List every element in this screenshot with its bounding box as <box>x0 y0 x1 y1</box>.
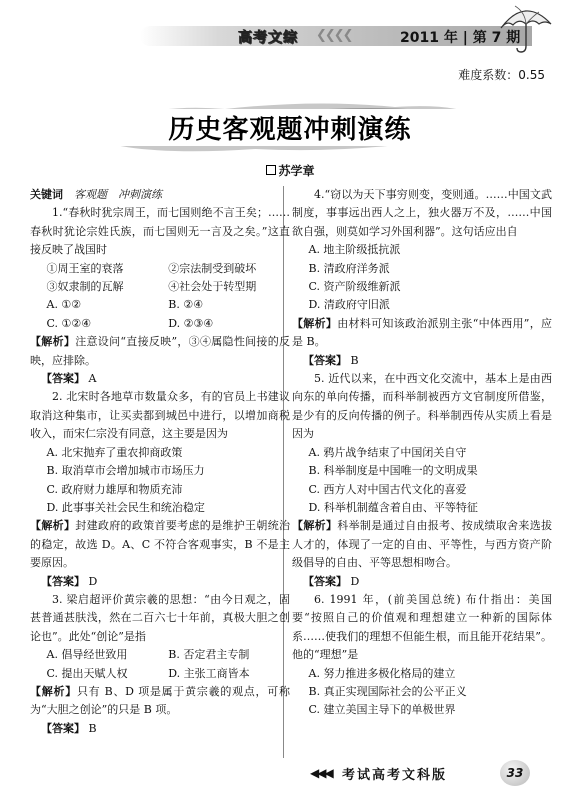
issue-number: 2011 年 | 第 7 期 <box>400 30 521 46</box>
article-title: 历史客观题冲刺演练 <box>95 109 485 146</box>
q5-option-c: C. 西方人对中国古代文化的喜爱 <box>308 482 467 496</box>
footer-magazine: 考试高考文科版 <box>342 768 448 783</box>
keywords: 关键词 客观题 冲刺演练 <box>30 188 162 201</box>
q6-option-b: B. 真正实现国际社会的公平正义 <box>308 684 467 698</box>
answer-2: 【答案】 D <box>41 574 98 588</box>
q1-choices-b: C. ①②④ D. ②③④ <box>46 316 214 330</box>
q1-sub-options-a: ①周王室的衰落 ②宗法制受到破坏 <box>46 261 257 275</box>
q4-option-d: D. 清政府守旧派 <box>308 298 390 312</box>
q4-option-a: A. 地主阶级抵抗派 <box>308 243 401 257</box>
page-number: 33 <box>500 760 530 786</box>
magazine-title: 高考文综 <box>238 30 298 46</box>
q2-option-a: A. 北宋抛弃了重农抑商政策 <box>46 445 183 459</box>
chevron-decor-icon: ❮❮❮❮ <box>316 28 352 43</box>
title-banner <box>95 95 485 160</box>
answer-1: 【答案】 A <box>41 372 97 386</box>
question-6: 6. 1991 年，(前美国总统) 布什指出：美国要“按照自己的价值观和理想建立一种新的国际体系……使我们的理想不但能生根，而且能开花结果”。他的“理想”是 <box>292 592 552 662</box>
analysis-5: 【解析】科举制是通过自由报考、按成绩取舍来选拔人才的，体现了一定的自由、平等性，与西方资产阶级倡导的自由、平等思想相吻合。 <box>292 519 553 570</box>
q5-option-b: B. 科举制度是中国唯一的文明成果 <box>308 464 478 478</box>
answer-5: 【答案】 D <box>303 574 360 588</box>
umbrella-icon <box>495 2 555 58</box>
question-4: 4.“窃以为天下事穷则变，变则通。……中国文武制度，事事远出西人之上，独火器万不及，……中国欲自强，则莫如学习外国利器”。这句话应出自 <box>292 188 552 238</box>
question-3: 3. 梁启超评价黄宗羲的思想：“由今日观之，固甚普通甚肤浅，然在二百六七十年前，真极大胆之创论也”。此处“创论”是指 <box>30 592 290 643</box>
left-column <box>30 186 290 738</box>
q5-option-a: A. 鸦片战争结束了中国闭关自守 <box>308 445 467 459</box>
arrow-left-icon: ◀◀◀ <box>310 766 332 780</box>
author-line <box>0 162 581 179</box>
q3-choices-b: C. 提出天赋人权 D. 主张工商皆本 <box>46 666 250 680</box>
analysis-2: 【解析】封建政府的政策首要考虑的是维护王朝统治的稳定，故选 D。A、C 不符合客观事实，B 不是主要原因。 <box>30 519 291 570</box>
question-5: 5. 近代以来，在中西文化交流中，基本上是由西向东的单向传播，而科举制被西方文官制度所借鉴，是少有的反向传播的例子。科举制西传从实质上看是因为 <box>292 372 552 441</box>
answer-4: 【答案】 B <box>303 353 359 367</box>
q4-option-c: C. 资产阶级维新派 <box>308 280 401 294</box>
analysis-4: 【解析】由材料可知该政治派别主张“中体西用”，应是 B。 <box>292 316 553 349</box>
q6-option-a: A. 努力推进多极化格局的建立 <box>308 666 456 680</box>
author-name: 苏学章 <box>278 164 315 178</box>
page-header <box>0 0 581 62</box>
question-2: 2. 北宋时各地草市数量众多，有的官员上书建议取消这种集市，让买卖都到城邑中进行，以增加商税收入，而宋仁宗没有同意，这主要是因为 <box>30 390 290 441</box>
q2-option-c: C. 政府财力雄厚和物质充沛 <box>46 482 183 496</box>
analysis-3: 【解析】只有 B、D 项是属于黄宗羲的观点，可称为“大胆之创论”的只是 B 项。 <box>30 684 290 717</box>
q3-choices-a: A. 倡导经世致用 B. 否定君主专制 <box>46 648 250 662</box>
q2-option-d: D. 此事事关社会民生和统治稳定 <box>46 500 205 514</box>
q1-sub-options-b: ③奴隶制的瓦解 ④社会处于转型期 <box>46 280 257 294</box>
analysis-1: 【解析】注意设问“直接反映”，③④属隐性间接的反映，应排除。 <box>30 335 291 367</box>
q5-option-d: D. 科举机制蕴含着自由、平等特征 <box>308 500 478 514</box>
q1-choices-a: A. ①② B. ②④ <box>46 298 204 312</box>
answer-3: 【答案】 B <box>41 721 97 735</box>
question-1: 1.“春秋时犹宗周王，而七国则绝不言王矣；……春秋时犹论宗姓氏族，而七国则无一言及之矣。”这直接反映了战国时 <box>30 206 290 257</box>
q6-option-c: C. 建立美国主导下的单极世界 <box>308 703 456 717</box>
difficulty-rating: 难度系数：0.55 <box>458 68 545 82</box>
square-bullet-icon <box>266 165 276 175</box>
q4-option-b: B. 清政府洋务派 <box>308 261 390 275</box>
q2-option-b: B. 取消草市会增加城市市场压力 <box>46 464 205 478</box>
right-column <box>292 186 552 720</box>
